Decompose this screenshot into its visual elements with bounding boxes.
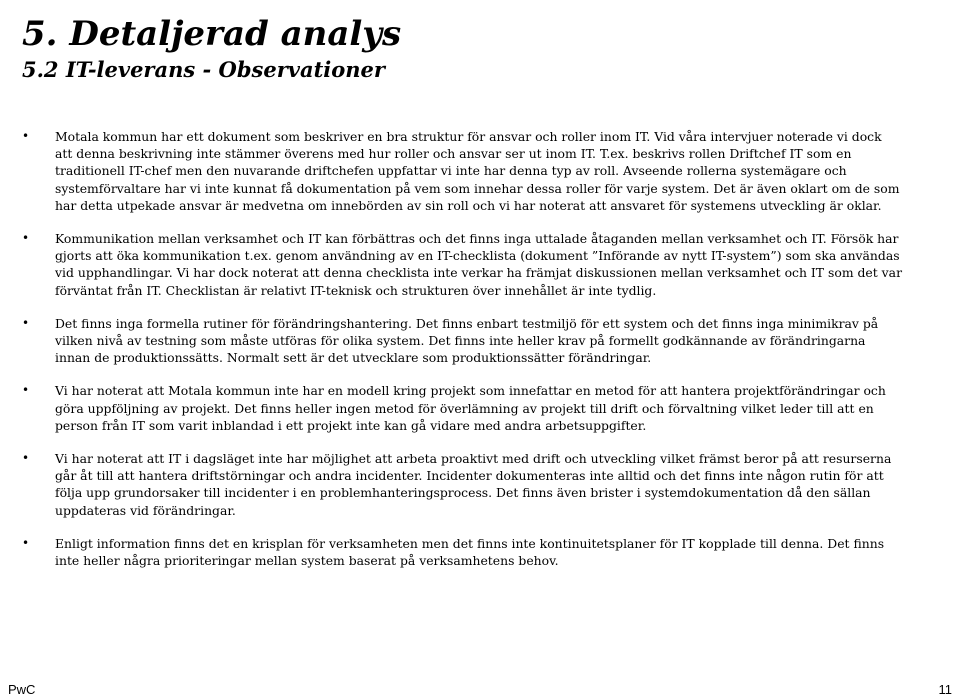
bullet-icon: • [22,535,30,550]
observation-list [22,128,902,585]
bullet-icon: • [22,315,30,330]
bullet-icon: • [22,451,30,466]
page-number: 11 [938,682,952,697]
observation-item [22,535,902,569]
observation-text: Enligt information finns det en krisplan för verksamheten men det finns inte kontinuitetsplaner för IT kopplade till denna. Det finns inte heller några prioriteringar mellan system baserat på verksamhetens behov. [55,535,885,569]
observation-item [22,382,902,434]
observation-text: Motala kommun har ett dokument som beskriver en bra struktur för ansvar och roller inom IT. Vid våra intervjuer noterade vi dock att denna beskrivning inte stämmer överens med hur roller och ansvar ser ut inom IT. T.ex. beskrivs rollen Driftchef IT som en traditionell IT-chef men den nuvarande driftchefen uppfattar vi inte har denna typ av roll. Avseende rollerna systemägare och systemförvaltare har vi inte kunnat få dokumentation på vem som innehar dessa roller för varje system. Det är även oklart om de som har detta utpekade ansvar är medvetna om innebörden av sin roll och vi har noterat att ansvaret för systemens utveckling är oklar. [55,129,900,213]
bullet-icon: • [22,231,30,246]
slide-title: 5. Detaljerad analys [22,14,402,54]
slide-subtitle: 5.2 IT-leverans - Observationer [22,57,385,82]
observation-text: Vi har noterat att IT i dagsläget inte har möjlighet att arbeta proaktivt med drift och utveckling vilket främst beror på att resurserna går åt till att hantera driftstörningar och andra incidenter. Incidenter dokumenteras inte alltid och det finns inte någon rutin för att följa upp grundorsaker till incidenter i en problemhanteringsprocess. Det finns även brister i systemdokumentation då den sällan uppdateras vid förändringar. [55,451,892,518]
bullet-icon: • [22,129,30,143]
observation-item [22,450,902,519]
observation-text: Kommunikation mellan verksamhet och IT kan förbättras och det finns inga uttalade åtaganden mellan verksamhet och IT. Försök har gjorts att öka kommunikation t.ex. genom användning av en IT-checklista (dokument ”Införande av nytt IT-system”) som ska användas vid upphandlingar. Vi har dock noterat att denna checklista inte verkar ha främjat diskussionen mellan verksamhet och IT som det var förväntat från IT. Checklistan är relativt IT-teknisk och strukturen över innehållet är inte tydlig. [55,231,902,298]
observation-text: Vi har noterat att Motala kommun inte har en modell kring projekt som innefattar en metod för att hantera projektförändringar och göra uppföljning av projekt. Det finns heller ingen metod för överlämning av projekt till drift och förvaltning vilket leder till att en person från IT som varit inblandad i ett projekt inte kan gå vidare med andra arbetsuppgifter. [55,383,886,433]
observation-item [22,315,902,367]
observation-item [22,128,902,214]
footer-brand: PwC [8,682,36,697]
observation-text: Det finns inga formella rutiner för förändringshantering. Det finns enbart testmiljö för ett system och det finns inga minimikrav på vilken nivå av testning som måste utföras för olika system. Det finns inte heller krav på formellt godkännande av förändringarna innan de produktionssätts. Normalt sett är det utvecklare som produktionssätter förändringar. [55,315,879,366]
bullet-icon: • [22,383,30,398]
observation-item [22,230,902,299]
